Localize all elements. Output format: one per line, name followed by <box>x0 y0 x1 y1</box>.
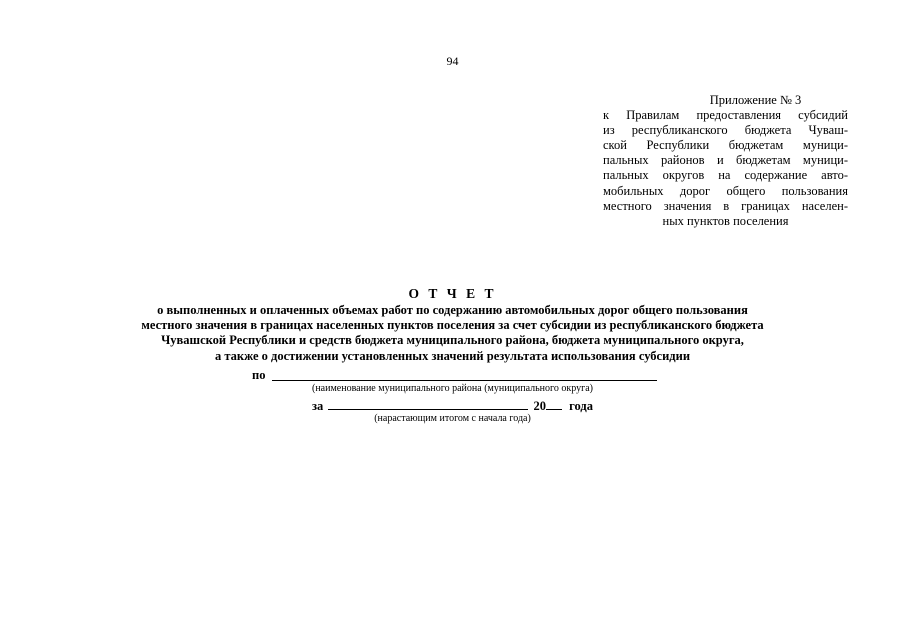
municipality-field-row <box>252 368 662 384</box>
period-field-row <box>0 398 905 414</box>
report-subtitle-line: Чувашской Республики и средств бюджета муниципального района, бюджета муниципального округа, <box>161 333 744 348</box>
municipality-caption: (наименование муниципального района (муниципального округа) <box>311 383 593 394</box>
period-blank[interactable] <box>328 398 528 410</box>
appendix-title: Приложение № 3 <box>709 93 802 107</box>
page-number: 94 <box>446 54 459 68</box>
appendix-line: к Правилам предоставления субсидий <box>603 108 848 123</box>
appendix-line: пальных районов и бюджетам муници- <box>603 153 848 168</box>
appendix-line: из республиканского бюджета Чуваш- <box>603 123 848 138</box>
municipality-name-blank[interactable] <box>272 380 657 381</box>
appendix-line: ской Республики бюджетам муници- <box>603 138 848 153</box>
appendix-line: пальных округов на содержание авто- <box>603 168 848 183</box>
appendix-line: ных пунктов поселения <box>662 213 789 228</box>
appendix-line: местного значения в границах населен- <box>603 198 848 213</box>
appendix-block <box>603 93 848 229</box>
report-title: О Т Ч Е Т <box>408 286 497 301</box>
report-subtitle-line: а также о достижении установленных значений результата использования субсидии <box>214 348 691 363</box>
za-label: за <box>312 399 324 413</box>
year-prefix: 20 <box>533 399 547 413</box>
report-subtitle-line: местного значения в границах населенных пунктов поселения за счет субсидии из республиканского бюджета <box>141 318 764 333</box>
report-subtitle-line: о выполненных и оплаченных объемах работ по содержанию автомобильных дорог общего пользования <box>157 303 748 317</box>
po-label: по <box>252 368 266 382</box>
report-subtitle <box>0 303 905 364</box>
year-suffix: года <box>569 399 593 413</box>
year-blank[interactable] <box>546 398 562 410</box>
appendix-line: мобильных дорог общего пользования <box>603 183 848 198</box>
period-caption: (нарастающим итогом с начала года) <box>374 413 531 424</box>
